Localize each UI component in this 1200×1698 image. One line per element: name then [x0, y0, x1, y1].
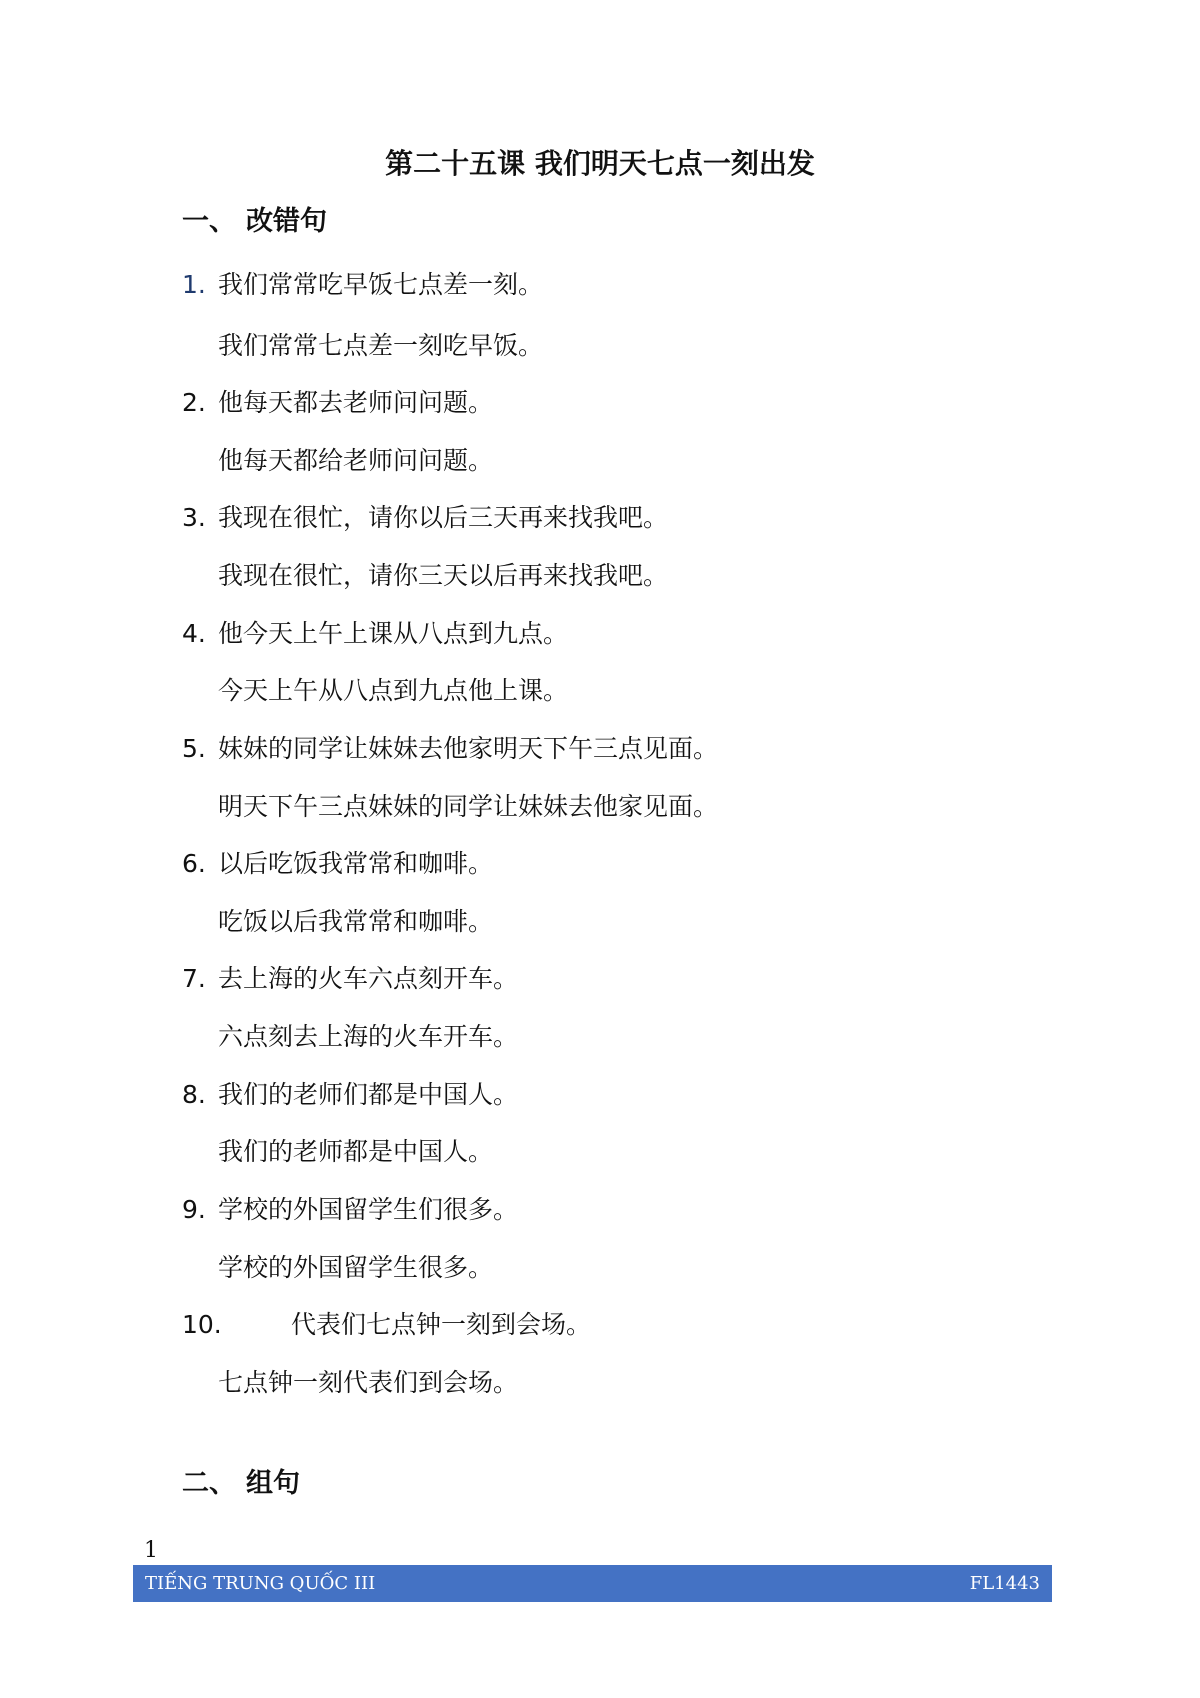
- section-number: 一、: [182, 206, 236, 237]
- item-7-wrong: [182, 962, 518, 996]
- item-1-correct: 我们常常七点差一刻吃早饭。: [218, 331, 544, 360]
- item-9-wrong: [182, 1193, 518, 1227]
- wrong-sentence: 他今天上午上课从八点到九点。: [218, 619, 569, 648]
- section-heading-2: [182, 1466, 300, 1502]
- item-number: 7.: [182, 964, 206, 993]
- item-number: 1.: [182, 270, 206, 299]
- section-title: 改错句: [246, 206, 327, 237]
- wrong-sentence: 我们常常吃早饭七点差一刻。: [218, 270, 544, 299]
- item-3-correct: 我现在很忙，请你三天以后再来找我吧。: [218, 561, 669, 590]
- item-7-correct: 六点刻去上海的火车开车。: [218, 1022, 519, 1051]
- wrong-sentence: 我们的老师们都是中国人。: [218, 1080, 519, 1109]
- item-3-wrong: [182, 501, 668, 535]
- wrong-sentence: 去上海的火车六点刻开车。: [218, 964, 519, 993]
- item-number: 6.: [182, 849, 206, 878]
- wrong-sentence: 以后吃饭我常常和咖啡。: [218, 849, 494, 878]
- wrong-sentence: 代表们七点钟一刻到会场。: [291, 1310, 592, 1339]
- section-heading-1: [182, 204, 327, 240]
- footer-course-name: TIẾNG TRUNG QUỐC III: [145, 1573, 376, 1594]
- page-number: 1: [144, 1538, 158, 1563]
- item-6-wrong: [182, 847, 493, 881]
- section-number: 二、: [182, 1468, 236, 1499]
- wrong-sentence: 妹妹的同学让妹妹去他家明天下午三点见面。: [218, 734, 719, 763]
- item-1-wrong: [182, 268, 543, 302]
- wrong-sentence: 他每天都去老师问问题。: [218, 388, 494, 417]
- item-2-correct: 他每天都给老师问问题。: [218, 446, 494, 475]
- wrong-sentence: 学校的外国留学生们很多。: [218, 1195, 519, 1224]
- item-number: 4.: [182, 619, 206, 648]
- item-5-wrong: [182, 732, 718, 766]
- item-8-correct: 我们的老师都是中国人。: [218, 1137, 494, 1166]
- item-8-wrong: [182, 1078, 518, 1112]
- wrong-sentence: 我现在很忙，请你以后三天再来找我吧。: [218, 503, 669, 532]
- item-number: 2.: [182, 388, 206, 417]
- item-number: 5.: [182, 734, 206, 763]
- item-9-correct: 学校的外国留学生很多。: [218, 1253, 494, 1282]
- footer-course-code: FL1443: [969, 1573, 1040, 1594]
- page-title: 第二十五课 我们明天七点一刻出发: [385, 147, 815, 180]
- item-number: 8.: [182, 1080, 206, 1109]
- item-5-correct: 明天下午三点妹妹的同学让妹妹去他家见面。: [218, 792, 719, 821]
- item-4-wrong: [182, 617, 568, 651]
- section-title: 组句: [246, 1468, 300, 1499]
- footer-bar: [133, 1565, 1052, 1602]
- item-number: 3.: [182, 503, 206, 532]
- item-10-correct: 七点钟一刻代表们到会场。: [218, 1368, 519, 1397]
- item-number: 10.: [182, 1310, 222, 1339]
- item-number: 9.: [182, 1195, 206, 1224]
- item-10-wrong: [182, 1308, 591, 1342]
- item-6-correct: 吃饭以后我常常和咖啡。: [218, 907, 494, 936]
- item-4-correct: 今天上午从八点到九点他上课。: [218, 676, 569, 705]
- item-2-wrong: [182, 386, 493, 420]
